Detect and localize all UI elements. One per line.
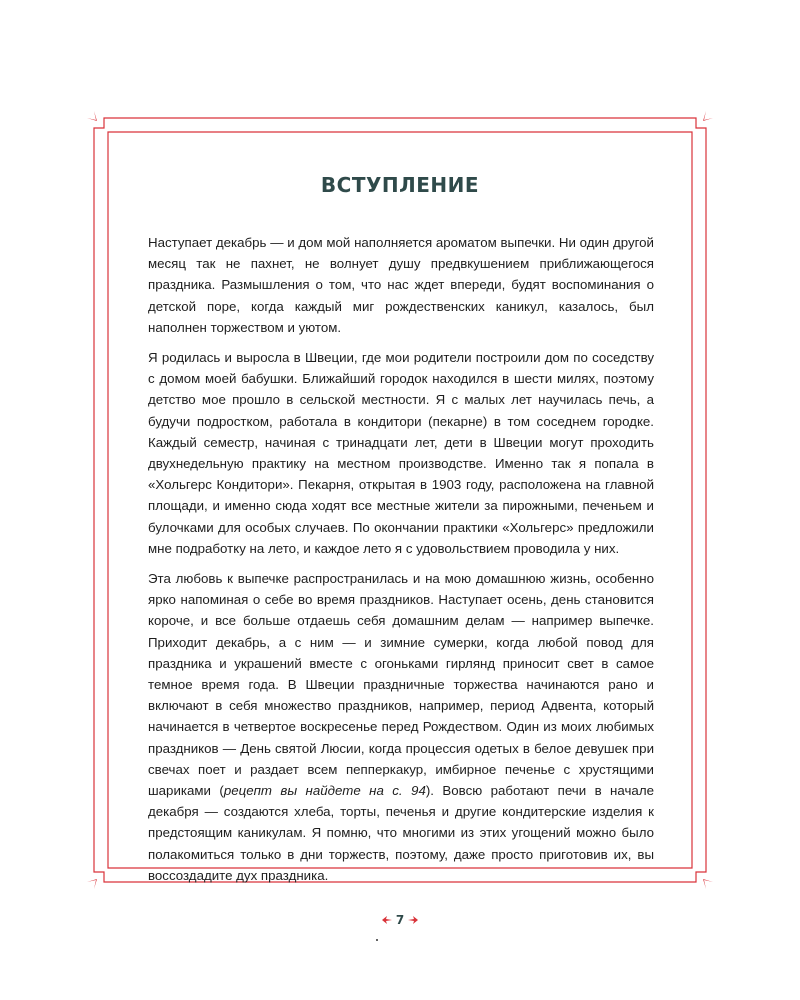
recipe-reference: рецепт вы найдете на с. 94: [223, 783, 426, 799]
paragraph-3: [148, 568, 654, 886]
paragraph-3-text-before: Эта любовь к выпечке распространилась и на мою домашнюю жизнь, особенно ярко напоминая о себе во время праздников. Наступает осень, день становится короче, и все больше отдаешь себя домашним делам — например выпечке. Приходит декабрь, а с ним — и зимние сумерки, когда любой повод для праздника и украшений вместе с огоньками гирлянд приносит свет в самое темное время года. В Швеции праздничные торжества начинаются рано и включают в себя множество праздников, например, период Адвента, который начинается в четвертое воскресенье перед Рождеством. Один из моих любимых праздников — День святой Люсии, когда процессия одетых в белое девушек при свечах поет и раздает всем пепперкакур, имбирное печенье с хрустящими шариками (: [148, 571, 654, 799]
leaf-ornament-icon: [408, 916, 418, 924]
leaf-ornament-icon: [382, 916, 392, 924]
page-number: 7: [395, 912, 405, 927]
paragraph-3-text-after: ). Вовсю работают печи в начале декабря — создаются хлеба, торты, печенья и другие кондитерские изделия к предстоящим каникулам. Я помню, что многими из этих угощений можно было полакомиться только в дни торжеств, поэтому, даже просто приготовив их, вы воссоздадите дух праздника.: [148, 783, 654, 883]
body-text: [148, 232, 654, 895]
page-title: ВСТУПЛЕНИЕ: [320, 173, 480, 197]
paragraph-2: Я родилась и выросла в Швеции, где мои родители построили дом по соседству с домом моей бабушки. Ближайший городок находился в шести милях, поэтому детство мое прошло в сельской местности. Я с малых лет научилась печь, а будучи подростком, работала в кондитори (пекарне) в том соседнем городке. Каждый семестр, начиная с тринадцати лет, дети в Швеции могут проходить двухнедельную практику на местном производстве. Именно так я попала в «Хольгерс Кондитори». Пекарня, открытая в 1903 году, расположена на главной площади, и именно сюда ходят все местные жители за пирожными, печеньем и булочками для особых случаев. По окончании практики «Хольгерс» предложили мне подработку на лето, и каждое лето я с удовольствием проводила у них.: [148, 350, 654, 556]
page-number-footer: [0, 912, 800, 927]
footer-dot: [376, 939, 378, 941]
paragraph-1: Наступает декабрь — и дом мой наполняется ароматом выпечки. Ни один другой месяц так не пахнет, не волнует душу предвкушением приближающегося праздника. Размышления о том, что нас ждет впереди, будят воспоминания о детской поре, когда каждый миг рождественских каникул, казалось, был наполнен торжеством и уютом.: [148, 235, 654, 335]
